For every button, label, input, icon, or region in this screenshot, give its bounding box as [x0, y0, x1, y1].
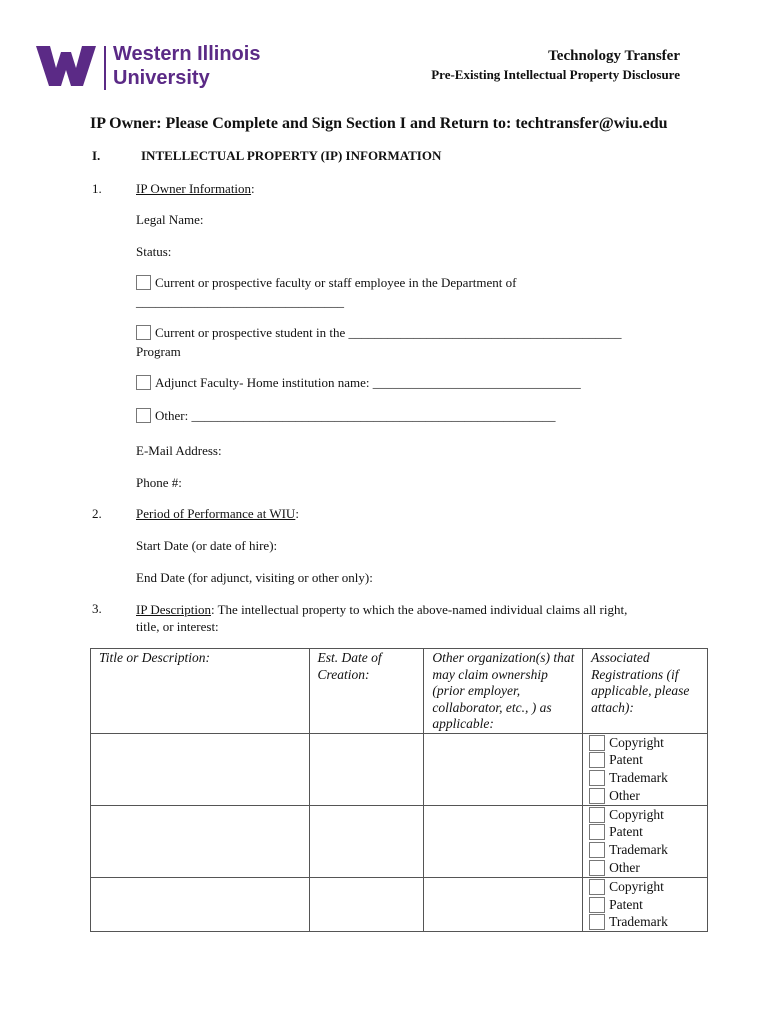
orgs-cell[interactable]	[424, 877, 583, 931]
university-name: Western Illinois University	[113, 43, 261, 89]
header-title: Technology Transfer	[548, 48, 680, 64]
start-date-label: Start Date (or date of hire):	[136, 538, 278, 553]
instruction-heading: IP Owner: Please Complete and Sign Section I and Return to: techtransfer@wiu.edu	[90, 115, 668, 132]
table-row	[91, 805, 708, 877]
orgs-cell[interactable]	[424, 733, 583, 805]
copyright-checkbox[interactable]	[589, 735, 605, 751]
header-subtitle: Pre-Existing Intellectual Property Disclosure	[431, 67, 680, 82]
table-header-row	[91, 649, 708, 734]
item1-heading: IP Owner Information:	[136, 181, 255, 196]
title-cell[interactable]	[91, 877, 310, 931]
status-option-adjunct: Adjunct Faculty- Home institution name: ________________________________	[136, 375, 581, 391]
patent-checkbox[interactable]	[589, 752, 605, 768]
section-title: INTELLECTUAL PROPERTY (IP) INFORMATION	[141, 148, 442, 163]
patent-checkbox[interactable]	[589, 824, 605, 840]
title-cell[interactable]	[91, 733, 310, 805]
table-row	[91, 877, 708, 931]
faculty-department-line[interactable]: ________________________________	[136, 294, 344, 309]
copyright-checkbox[interactable]	[589, 879, 605, 895]
registrations-cell: Copyright Patent Trademark Other	[583, 733, 708, 805]
trademark-checkbox[interactable]	[589, 842, 605, 858]
item1-number: 1.	[92, 181, 102, 196]
other-checkbox[interactable]	[136, 408, 151, 423]
faculty-checkbox[interactable]	[136, 275, 151, 290]
col-title-header: Title or Description:	[91, 649, 310, 734]
ip-table	[90, 648, 708, 932]
item2-number: 2.	[92, 506, 102, 521]
item3-description: IP Description: The intellectual property to which the above-named individual claims all right, title, or interest:	[136, 602, 628, 634]
student-checkbox[interactable]	[136, 325, 151, 340]
trademark-checkbox[interactable]	[589, 770, 605, 786]
registrations-cell: Copyright Patent Trademark	[583, 877, 708, 931]
item2-heading: Period of Performance at WIU:	[136, 506, 299, 521]
status-option-student: Current or prospective student in the __________________________________________	[136, 325, 622, 341]
trademark-checkbox[interactable]	[589, 914, 605, 930]
logo-divider	[104, 46, 106, 90]
title-cell[interactable]	[91, 805, 310, 877]
legal-name-label: Legal Name:	[136, 212, 204, 227]
registrations-cell: Copyright Patent Trademark Other	[583, 805, 708, 877]
other-reg-checkbox[interactable]	[589, 788, 605, 804]
end-date-label: End Date (for adjunct, visiting or other only):	[136, 570, 373, 585]
table-row	[91, 733, 708, 805]
wiu-w-logo-icon	[36, 46, 96, 86]
col-orgs-header: Other organization(s) that may claim ownership (prior employer, collaborator, etc., ) as applicable:	[424, 649, 583, 734]
other-reg-checkbox[interactable]	[589, 860, 605, 876]
date-cell[interactable]	[309, 877, 424, 931]
item3-number: 3.	[92, 601, 102, 616]
email-label: E-Mail Address:	[136, 443, 222, 458]
student-program-label: Program	[136, 344, 181, 359]
copyright-checkbox[interactable]	[589, 807, 605, 823]
status-label: Status:	[136, 244, 172, 259]
status-option-faculty: Current or prospective faculty or staff employee in the Department of	[136, 275, 516, 291]
col-registrations-header: Associated Registrations (if applicable, please attach):	[583, 649, 708, 734]
status-option-other: Other: ________________________________________________________	[136, 408, 555, 424]
date-cell[interactable]	[309, 733, 424, 805]
section-number: I.	[92, 148, 101, 163]
orgs-cell[interactable]	[424, 805, 583, 877]
adjunct-checkbox[interactable]	[136, 375, 151, 390]
phone-label: Phone #:	[136, 475, 182, 490]
patent-checkbox[interactable]	[589, 897, 605, 913]
date-cell[interactable]	[309, 805, 424, 877]
col-date-header: Est. Date of Creation:	[309, 649, 424, 734]
